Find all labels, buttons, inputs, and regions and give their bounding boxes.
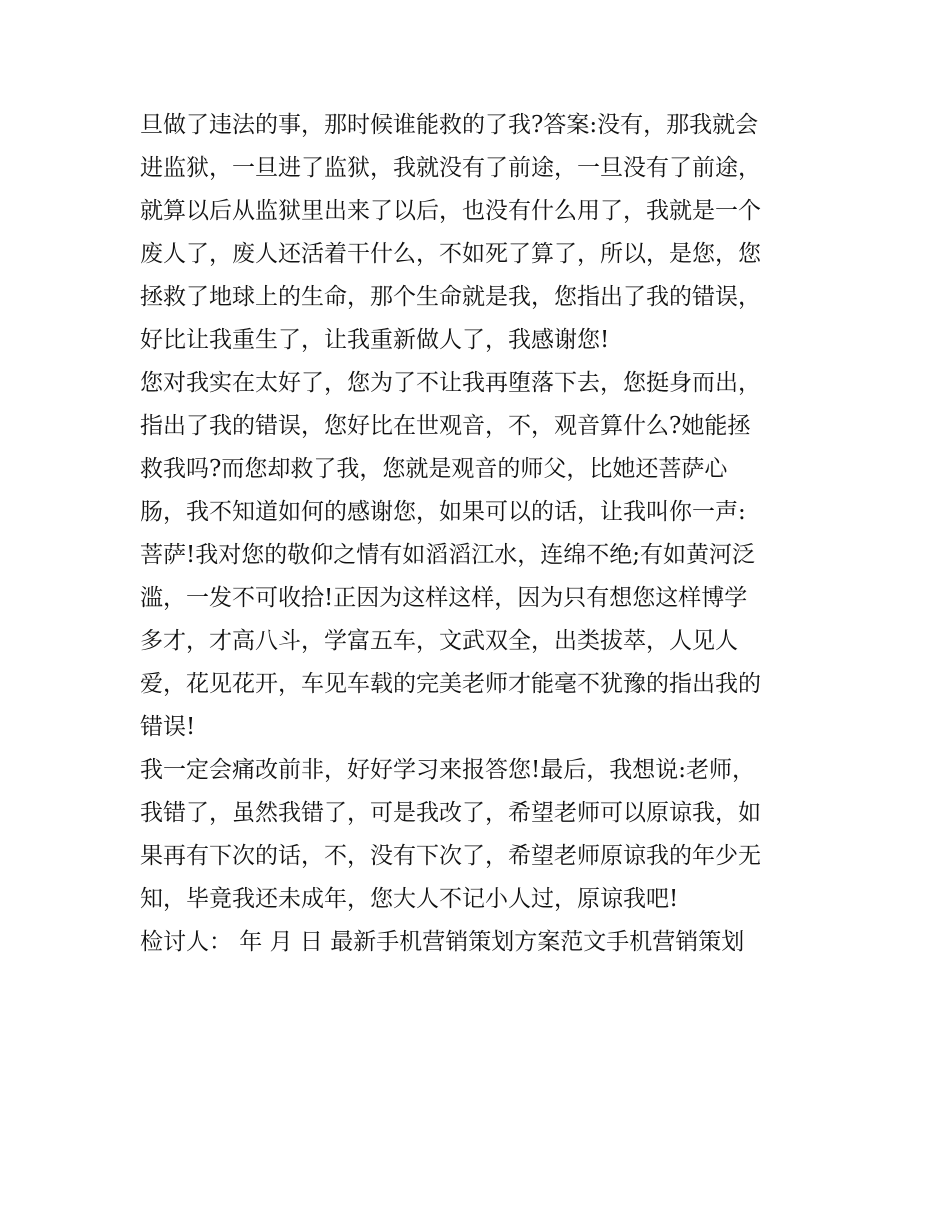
text-line: 我错了，虽然我错了，可是我改了，希望老师可以原谅我，如 xyxy=(140,800,761,826)
text-line: 知，毕竟我还未成年，您大人不记小人过，原谅我吧! xyxy=(140,886,679,912)
text-line: 滥，一发不可收拾!正因为这样这样，因为只有想您这样博学 xyxy=(140,585,748,611)
text-line: 肠，我不知道如何的感谢您，如果可以的话，让我叫你一声: xyxy=(140,499,746,525)
text-line: 旦做了违法的事，那时候谁能救的了我?答案:没有，那我就会 xyxy=(140,112,759,138)
text-line: 指出了我的错误，您好比在世观音，不，观音算什么?她能拯 xyxy=(140,413,751,439)
text-line: 救我吗?而您却救了我，您就是观音的师父，比她还菩萨心 xyxy=(140,456,728,482)
text-line: 多才，才高八斗，学富五车，文武双全，出类拔萃，人见人 xyxy=(140,628,738,654)
text-line: 拯救了地球上的生命，那个生命就是我，您指出了我的错误， xyxy=(140,284,761,310)
text-line: 我一定会痛改前非，好好学习来报答您!最后，我想说:老师， xyxy=(140,757,755,783)
document-body xyxy=(140,104,840,964)
text-line: 就算以后从监狱里出来了以后，也没有什么用了，我就是一个 xyxy=(140,198,761,224)
text-line: 菩萨!我对您的敬仰之情有如滔滔江水，连绵不绝;有如黄河泛 xyxy=(140,542,755,568)
text-line: 爱，花见花开，车见车载的完美老师才能毫不犹豫的指出我的 xyxy=(140,671,761,697)
text-line: 您对我实在太好了，您为了不让我再堕落下去，您挺身而出， xyxy=(140,370,761,396)
text-line: 果再有下次的话，不，没有下次了，希望老师原谅我的年少无 xyxy=(140,843,761,869)
text-line: 废人了，废人还活着干什么，不如死了算了，所以，是您，您 xyxy=(140,241,761,267)
signature-line: 检讨人： 年 月 日 最新手机营销策划方案范文手机营销策划 xyxy=(140,929,745,955)
text-line: 进监狱，一旦进了监狱，我就没有了前途，一旦没有了前途， xyxy=(140,155,761,181)
text-line: 好比让我重生了，让我重新做人了，我感谢您! xyxy=(140,327,610,353)
text-line: 错误! xyxy=(140,714,196,740)
